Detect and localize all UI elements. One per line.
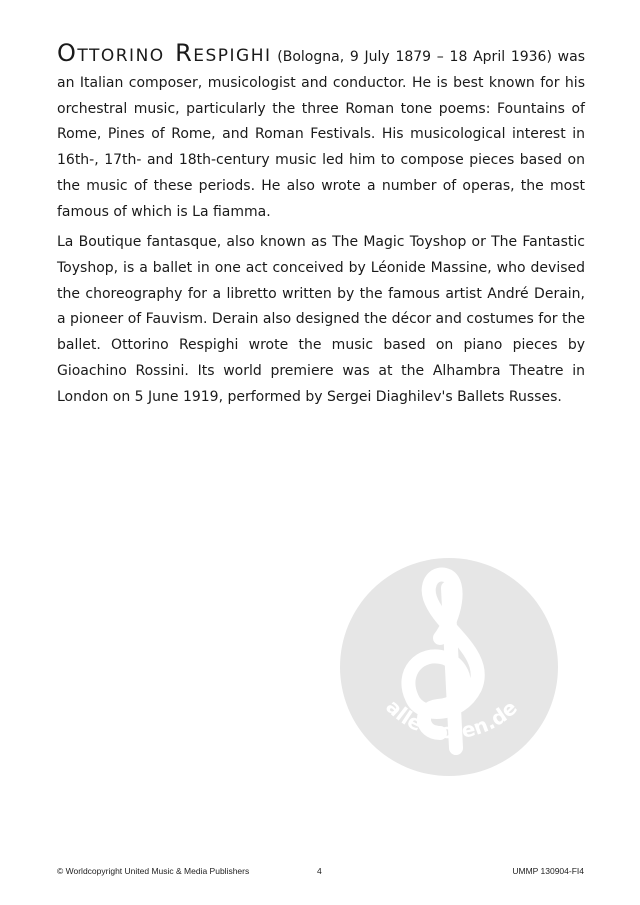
watermark-text: alle-noten.de xyxy=(381,694,522,744)
footer-page-number: 4 xyxy=(317,866,322,876)
composer-name: Ottorino Respighi xyxy=(57,39,272,67)
footer-copyright: © Worldcopyright United Music & Media Publishers xyxy=(57,866,250,876)
biography-text: (Bologna, 9 July 1879 – 18 April 1936) was an Italian composer, musicologist and conductor. He is best known for his orchestral music, particularly the three Roman tone poems: Fountains of Rome, Pines of Rome, and Roman Festivals. His musicological interest in 16th-, 17th- and 18th-century music led him to compose pieces based on the music of these periods. He also wrote a number of operas, the most famous of which is La fiamma. xyxy=(57,49,585,220)
watermark-logo xyxy=(340,558,558,776)
ballet-paragraph xyxy=(57,230,585,411)
footer-catalog-number: UMMP 130904-FI4 xyxy=(512,866,584,876)
ballet-text: La Boutique fantasque, also known as The Magic Toyshop or The Fantastic Toyshop, is a ballet in one act conceived by Léonide Massine, who devised the choreography for a libretto written by the famous artist André Derain, a pioneer of Fauvism. Derain also designed the décor and costumes for the ballet. Ottorino Respighi wrote the music based on piano pieces by Gioachino Rossini. Its world premiere was at the Alhambra Theatre in London on 5 June 1919, performed by Sergei Diaghilev's Ballets Russes. xyxy=(57,234,585,405)
biography-paragraph xyxy=(57,41,585,226)
